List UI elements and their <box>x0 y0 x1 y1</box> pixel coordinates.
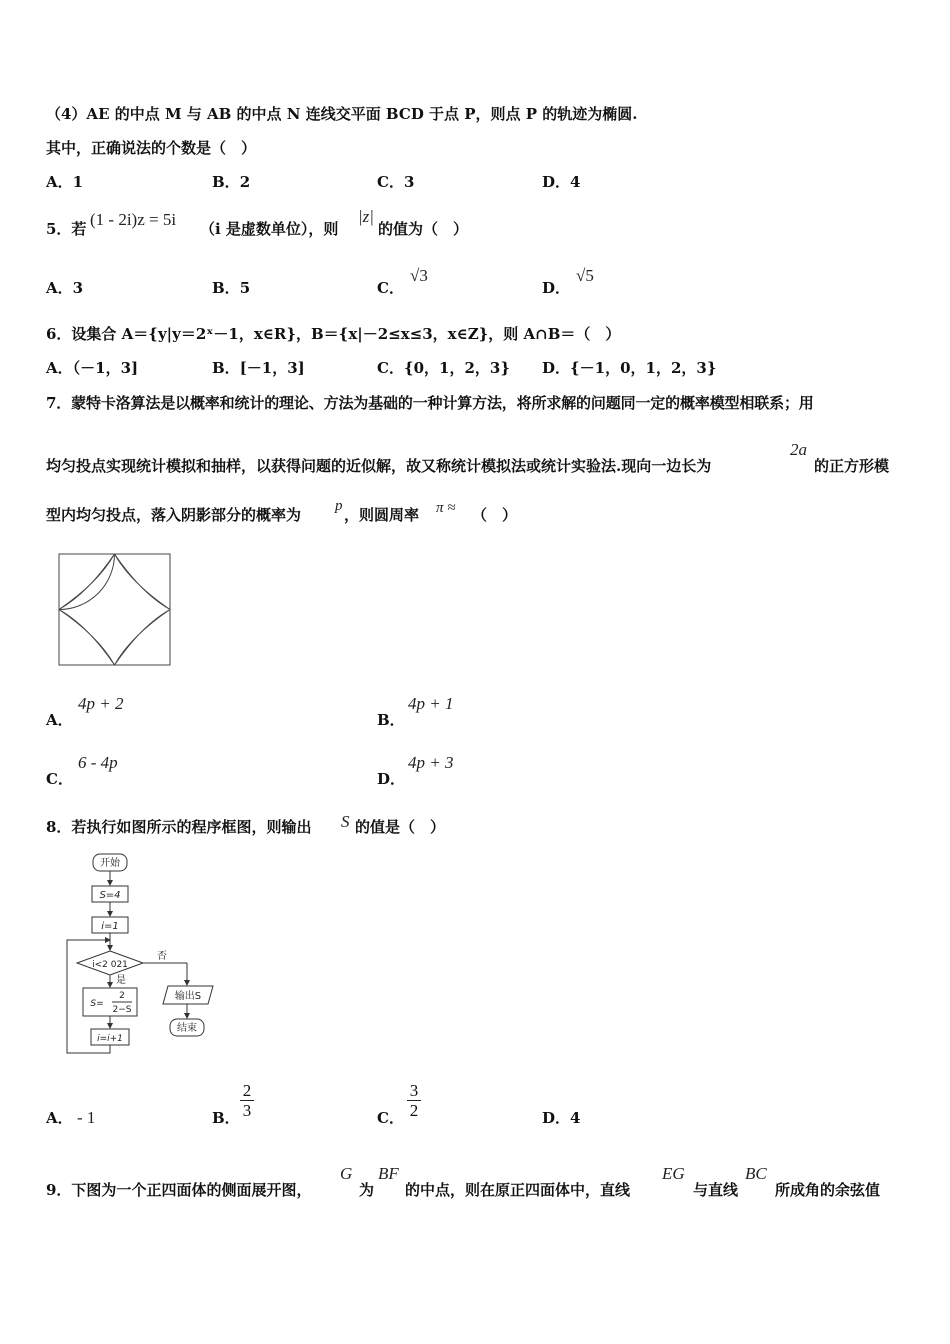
q7-option-c-value: 6 - 4p <box>78 753 118 772</box>
q9-segment-bf: BF <box>378 1164 399 1183</box>
q4-prompt: 其中，正确说法的个数是（ ） <box>46 139 257 157</box>
q8-stem-a: 8．若执行如图所示的程序框图，则输出 <box>46 818 312 836</box>
q7-pi-approx: π ≈ <box>436 500 456 516</box>
q7-option-d-value: 4p + 3 <box>408 753 454 772</box>
flow-condition-text: i<2 021 <box>92 960 128 970</box>
q5-middle-text: （i 是虚数单位），则 <box>200 220 339 238</box>
q7-line-3a: 型内均匀投点，落入阴影部分的概率为 <box>46 506 302 524</box>
flow-end-text: 结束 <box>177 1023 197 1034</box>
q5-option-d-value: √5 <box>576 266 594 285</box>
flow-start-text: 开始 <box>100 858 120 869</box>
q9-text-c: 的中点，则在原正四面体中，直线 <box>405 1181 631 1199</box>
flow-update-s-num: 2 <box>119 991 125 1001</box>
q5-option-b[interactable]: B．5 <box>212 279 251 297</box>
q8-option-c-label[interactable]: C． <box>377 1109 404 1127</box>
flow-update-i-text: i=i+1 <box>97 1034 123 1044</box>
q8-option-c-fraction: $\frac{3}{2}$ <box>407 1081 421 1120</box>
q7-line-2b: 的正方形模 <box>814 457 890 475</box>
q9-text-d: 与直线 <box>693 1181 739 1199</box>
q8-option-a-value: - 1 <box>77 1108 96 1127</box>
q6-option-c[interactable]: C．{0，1，2，3} <box>377 359 510 377</box>
q4-option-a[interactable]: A．1 <box>46 173 84 191</box>
q5-abs-z: |z| <box>358 207 374 226</box>
q7-option-a-value: 4p + 2 <box>78 694 124 713</box>
q8-variable-s: S <box>341 812 350 831</box>
q8-option-d[interactable]: D．4 <box>542 1109 581 1127</box>
q8-stem-b: 的值是（ ） <box>355 818 446 836</box>
q4-option-c[interactable]: C．3 <box>377 173 415 191</box>
q7-option-b-value: 4p + 1 <box>408 694 454 713</box>
square-outline <box>59 554 170 665</box>
q8-option-b-fraction: $\frac{2}{3}$ <box>240 1081 254 1120</box>
q7-option-a-label[interactable]: A． <box>46 711 73 729</box>
q7-line-1: 7．蒙特卡洛算法是以概率和统计的理论、方法为基础的一种计算方法，将所求解的问题同一定的概率模型相联系；用 <box>46 394 814 412</box>
flow-yes-label: 是 <box>116 975 126 986</box>
q7-side-length: 2a <box>790 440 807 459</box>
q5-tail: 的值为（ ） <box>378 220 469 238</box>
q9-point-g: G <box>340 1164 353 1183</box>
q9-line-bc: BC <box>745 1164 767 1183</box>
q6-option-b[interactable]: B．[－1，3] <box>212 359 305 377</box>
shaded-region <box>59 554 115 610</box>
q9-text-a: 9．下图为一个正四面体的侧面展开图， <box>46 1181 312 1199</box>
q5-number: 5．若 <box>46 220 87 238</box>
q6-stem: 6．设集合 A＝{y|y＝2ˣ－1，x∈R}，B＝{x|－2≤x≤3，x∈Z}，则 A∩B＝（ ） <box>46 325 621 343</box>
q6-option-a[interactable]: A．（－1，3] <box>46 359 139 377</box>
flow-update-s-den: 2−S <box>112 1005 132 1015</box>
q5-option-c-value: √3 <box>410 266 428 285</box>
flow-init-i-text: i=1 <box>101 921 119 932</box>
flow-update-s-lhs: S= <box>90 999 104 1009</box>
q5-option-c[interactable]: C． <box>377 279 404 297</box>
q7-option-b-label[interactable]: B． <box>377 711 405 729</box>
q4-option-b[interactable]: B．2 <box>212 173 251 191</box>
q9-line-eg: EG <box>662 1164 685 1183</box>
q5-option-a[interactable]: A．3 <box>46 279 84 297</box>
q7-square-figure <box>58 553 171 666</box>
q7-probability-p: p <box>335 498 343 514</box>
q9-text-e: 所成角的余弦值 <box>775 1181 881 1199</box>
flow-init-s-text: S=4 <box>99 890 121 901</box>
q8-flowchart <box>60 850 225 1060</box>
q9-text-b: 为 <box>359 1181 375 1199</box>
q4-statement-4: （4）AE 的中点 M 与 AB 的中点 N 连线交平面 BCD 于点 P，则点 P 的轨迹为椭圆. <box>46 105 638 123</box>
q7-line-3b: ，则圆周率 <box>344 506 420 524</box>
q7-option-d-label[interactable]: D． <box>377 770 406 788</box>
q7-option-c-label[interactable]: C． <box>46 770 73 788</box>
q7-line-2a: 均匀投点实现统计模拟和抽样，以获得问题的近似解，故又称统计模拟法或统计实验法.现向一边长为 <box>46 457 712 475</box>
q8-option-a-label[interactable]: A． <box>46 1109 73 1127</box>
q4-option-d[interactable]: D．4 <box>542 173 581 191</box>
flow-output-text: 输出S <box>174 991 202 1002</box>
q5-option-d[interactable]: D． <box>542 279 571 297</box>
flow-no-label: 否 <box>157 951 167 962</box>
q7-line-3c: （ ） <box>472 506 518 524</box>
q6-option-d[interactable]: D．{－1，0，1，2，3} <box>542 359 717 377</box>
q5-expression: (1 - 2i)z = 5i <box>90 210 177 229</box>
q8-option-b-label[interactable]: B． <box>212 1109 240 1127</box>
